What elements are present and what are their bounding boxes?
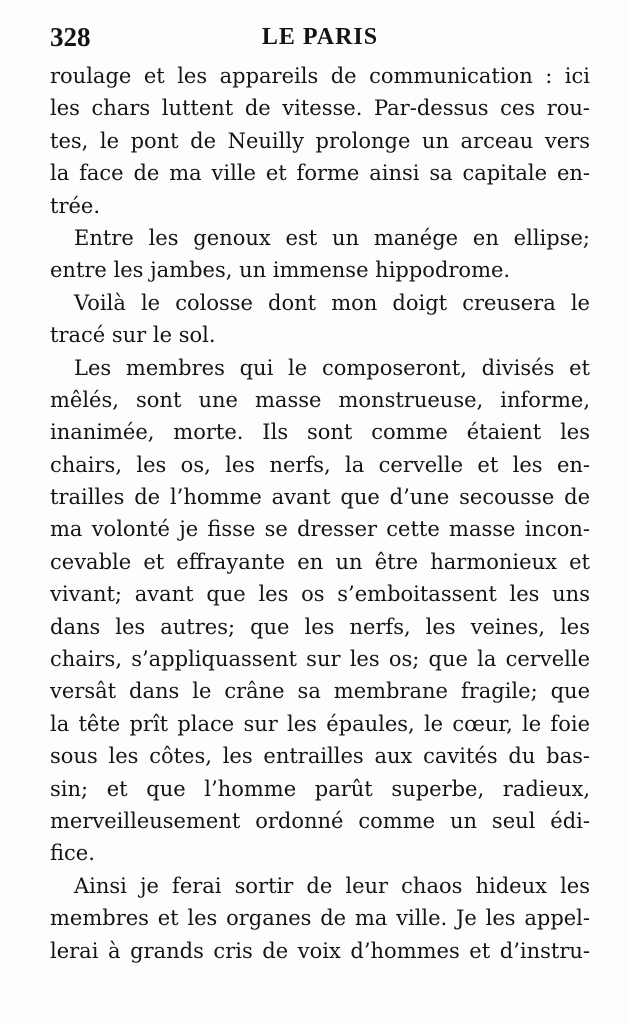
page-number: 328 — [50, 22, 91, 52]
text-line: chairs, s’appliquassent sur les os; que la cervelle — [50, 647, 590, 672]
text-line: les chars luttent de vitesse. Par-dessus ces rou- — [50, 96, 590, 121]
text-line: Les membres qui le composeront, divisés et — [74, 355, 590, 380]
text-line: Entre les genoux est un manége en ellipse; — [74, 225, 590, 250]
text-line: trée. — [50, 193, 101, 218]
text-line: lerai à grands cris de voix d’hommes et d’instru- — [50, 938, 590, 963]
text-line: Ainsi je ferai sortir de leur chaos hideux les — [74, 873, 590, 898]
text-line: Voilà le colosse dont mon doigt creusera le — [74, 290, 590, 315]
text-line: sin; et que l’homme parût superbe, radieux, — [50, 776, 590, 801]
text-line: versât dans le crâne sa membrane fragile; que — [50, 679, 590, 704]
text-line: cevable et effrayante en un être harmonieux et — [50, 549, 590, 574]
text-line: la face de ma ville et forme ainsi sa capitale en- — [50, 161, 590, 186]
running-title: LE PARIS — [261, 24, 379, 50]
text-line: roulage et les appareils de communication : ici — [50, 64, 590, 88]
text-line: tracé sur le sol. — [50, 323, 216, 348]
text-line: mêlés, sont une masse monstrueuse, informe, — [50, 387, 590, 412]
text-line: ma volonté je fisse se dresser cette masse incon- — [50, 517, 590, 542]
text-line: entre les jambes, un immense hippodrome. — [50, 258, 511, 283]
text-line: inanimée, morte. Ils sont comme étaient les — [50, 420, 590, 445]
text-line: vivant; avant que les os s’emboitassent les uns — [50, 582, 590, 607]
text-line: tes, le pont de Neuilly prolonge un arceau vers — [50, 128, 590, 153]
body-text — [50, 60, 590, 967]
text-line: dans les autres; que les nerfs, les veines, les — [50, 614, 590, 639]
text-line: merveilleusement ordonné comme un seul édi- — [50, 808, 590, 833]
running-head — [50, 22, 590, 52]
text-line: trailles de l’homme avant que d’une secousse de — [50, 485, 590, 510]
text-line: sous les côtes, les entrailles aux cavités du bas- — [50, 744, 590, 769]
text-line: fice. — [50, 841, 95, 866]
text-line: membres et les organes de ma ville. Je les appel- — [50, 906, 590, 931]
text-line: chairs, les os, les nerfs, la cervelle et les en- — [50, 452, 590, 477]
text-line: la tête prît place sur les épaules, le cœur, le foie — [50, 711, 590, 736]
